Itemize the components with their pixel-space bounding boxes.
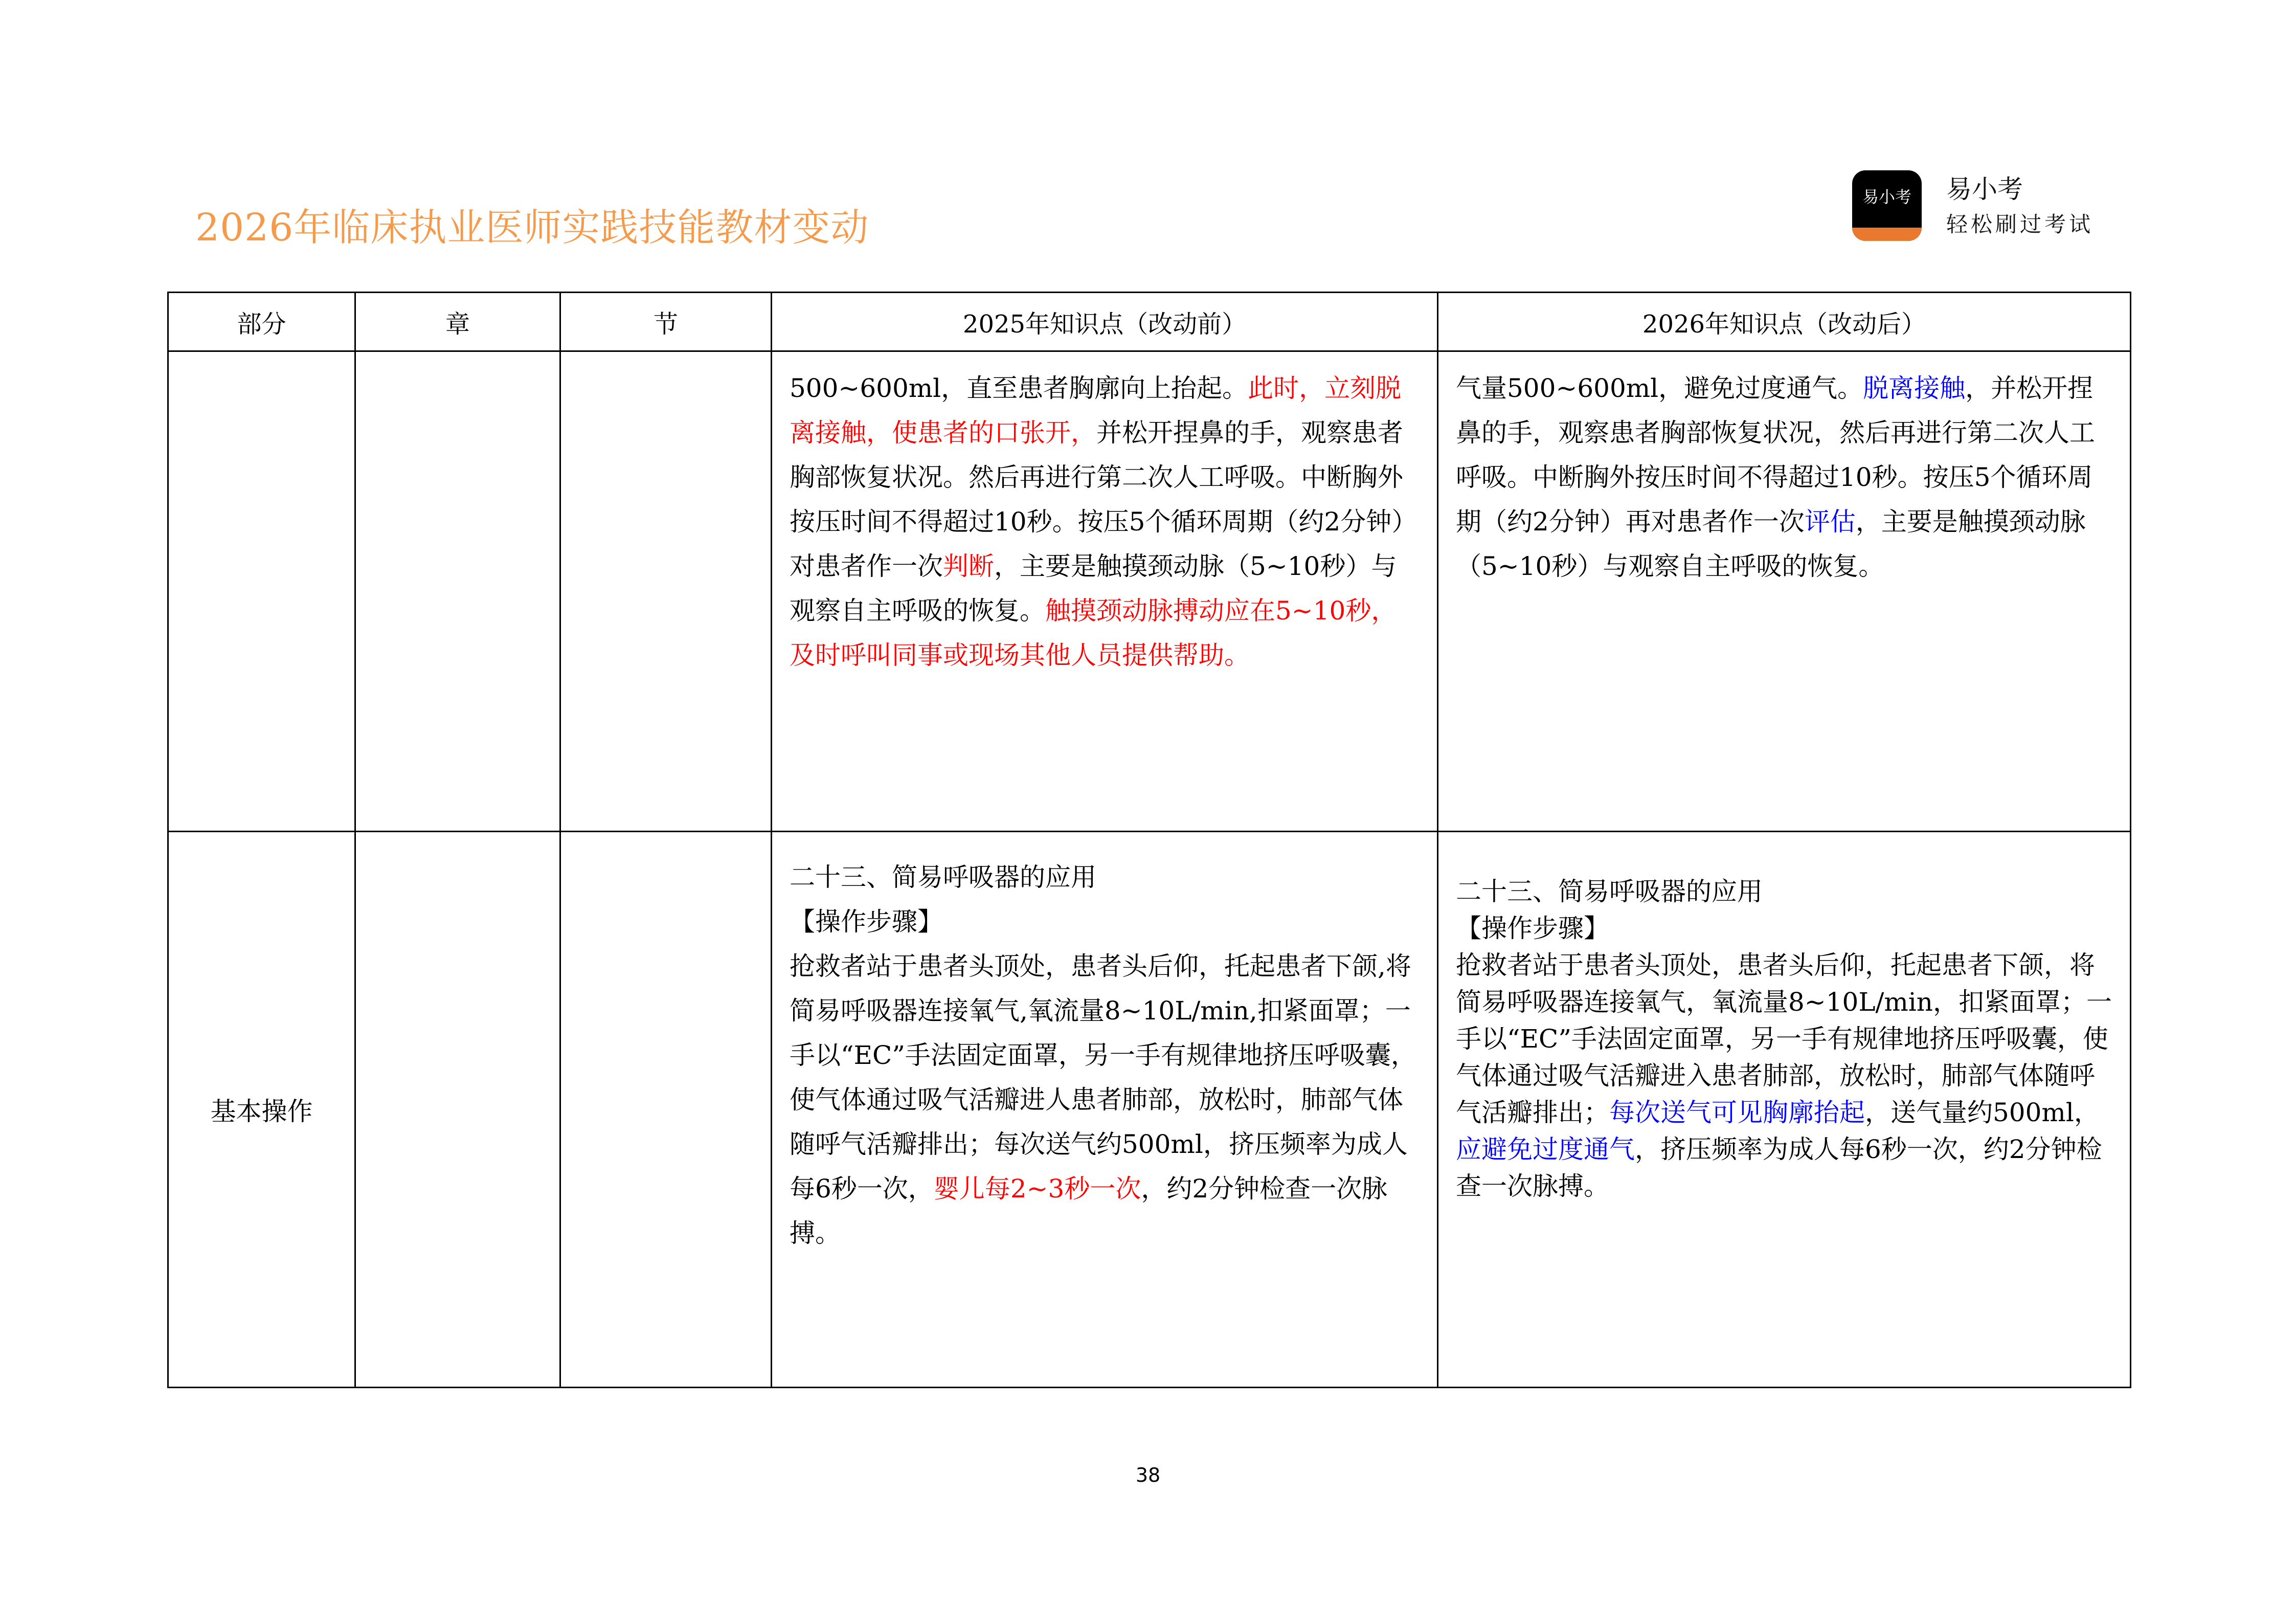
cell-section [560,351,772,832]
cell-chapter [355,351,560,832]
added-text: 脱离接触 [1863,373,1966,403]
cell-part: 基本操作 [168,832,355,1388]
subheading: 【操作步骤】 [790,907,943,937]
cell-section [560,832,772,1388]
text-segment: ，并松开捏鼻的手，观察患者胸部恢复状况，然后再进行第二次人工呼吸。中断胸外按压时间不得超过10秒。按压5个循环周期（约2分钟）再对患者作一次 [1456,373,2095,537]
brand-name: 易小考 [1946,174,2023,204]
added-text: 评估 [1804,507,1856,537]
added-text: 应避免过度通气 [1456,1134,1635,1164]
column-header-2025: 2025年知识点（改动前） [772,293,1438,351]
cell-2025-content [772,832,1438,1388]
page-title: 2026年临床执业医师实践技能教材变动 [195,206,869,250]
removed-text: 此时，立刻脱离接触，使患者的口张开， [790,373,1402,448]
table-row [168,832,2131,1388]
section-heading: 二十三、简易呼吸器的应用 [1456,877,1763,906]
text-segment: ，约2分钟检查一次脉搏。 [790,1174,1388,1248]
removed-text: 婴儿每2~3秒一次 [933,1174,1141,1204]
cell-2025-content [772,351,1438,832]
text-segment: 抢救者站于患者头顶处，患者头后仰，托起患者下颌，将简易呼吸器连接氧气，氧流量8~10L/min，扣紧面罩；一手以“EC”手法固定面罩，另一手有规律地挤压呼吸囊，使气体通过吸气活瓣进入患者肺部，放松时，肺部气体随呼气活瓣排出； [1456,950,2112,1127]
cell-part [168,351,355,832]
text-segment: ，送气量约500ml， [1865,1098,2100,1127]
cell-chapter [355,832,560,1388]
column-header-2026: 2026年知识点（改动后） [1438,293,2131,351]
added-text: 每次送气可见胸廓抬起 [1609,1098,1865,1127]
changes-table [167,292,2131,1388]
logo-icon-text: 易小考 [1862,187,1911,207]
removed-text: 触摸颈动脉搏动应在5~10秒，及时呼叫同事或现场其他人员提供帮助。 [790,596,1397,670]
page-number: 38 [1135,1464,1161,1486]
table-header-row [168,293,2131,351]
text-segment: ，主要是触摸颈动脉（5~10秒）与观察自主呼吸的恢复。 [1456,507,2086,581]
logo-orange-band [1852,228,1922,241]
text-segment: ，挤压频率为成人每6秒一次，约2分钟检查一次脉搏。 [1456,1134,2102,1201]
text-segment: ，主要是触摸颈动脉（5~10秒）与观察自主呼吸的恢复。 [790,551,1397,626]
removed-text: 判断 [943,551,994,581]
text-segment: 500~600ml，直至患者胸廓向上抬起。 [790,373,1248,403]
brand-logo-icon [1852,170,1922,241]
brand-slogan: 轻松刷过考试 [1946,212,2094,237]
text-segment: 气量500~600ml，避免过度通气。 [1456,373,1863,403]
section-heading: 二十三、简易呼吸器的应用 [790,862,1096,892]
cell-2026-content [1438,351,2131,832]
cell-2026-content [1438,832,2131,1388]
column-header-section: 节 [560,293,772,351]
text-segment: 抢救者站于患者头顶处，患者头后仰，托起患者下颌,将简易呼吸器连接氧气,氧流量8~10L/min,扣紧面罩；一手以“EC”手法固定面罩，另一手有规律地挤压呼吸囊，使气体通过吸气活瓣进人患者肺部，放松时，肺部气体随呼气活瓣排出；每次送气约500ml，挤压频率为成人每6秒一次， [790,951,1416,1204]
table-row [168,351,2131,832]
subheading: 【操作步骤】 [1456,914,1609,943]
column-header-chapter: 章 [355,293,560,351]
text-segment: 并松开捏鼻的手，观察患者胸部恢复状况。然后再进行第二次人工呼吸。中断胸外按压时间不得超过10秒。按压5个循环周期（约2分钟）对患者作一次 [790,418,1417,581]
column-header-part: 部分 [168,293,355,351]
